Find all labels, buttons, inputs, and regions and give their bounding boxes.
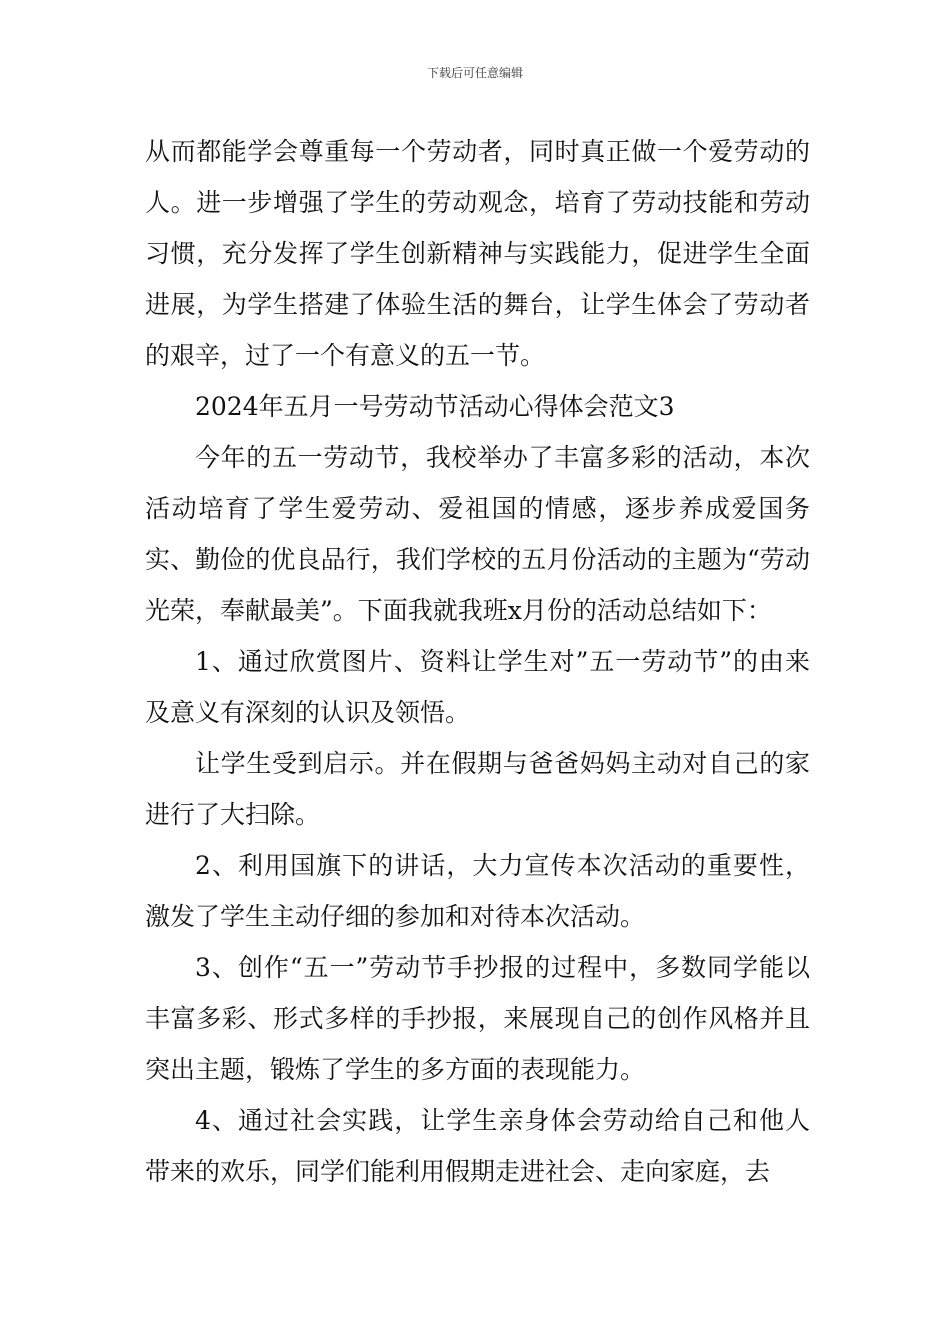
section-heading: 2024年五月一号劳动节活动心得体会范文3 — [195, 392, 675, 421]
paragraph: 今年的五一劳动节，我校举办了丰富多彩的活动，本次活动培育了学生爱劳动、爱祖国的情感，逐步养成爱国务实、勤俭的优良品行，我们学校的五月份活动的主题为“劳动光荣，奉献最美”。下面我就我班x月份的活动总结如下： — [145, 443, 810, 625]
list-item: 2、利用国旗下的讲话，大力宣传本次活动的重要性，激发了学生主动仔细的参加和对待本次活动。 — [145, 851, 810, 931]
paragraph: 从而都能学会尊重每一个劳动者，同时真正做一个爱劳动的人。进一步增强了学生的劳动观念，培育了劳动技能和劳动习惯，充分发挥了学生创新精神与实践能力，促进学生全面进展，为学生搭建了体验生活的舞台，让学生体会了劳动者的艰辛，过了一个有意义的五一节。 — [145, 137, 810, 370]
document-body — [145, 126, 810, 1197]
page-header: 下载后可任意编辑 — [426, 66, 523, 80]
list-item: 3、创作“五一”劳动节手抄报的过程中，多数同学能以丰富多彩、形式多样的手抄报，来展现自己的创作风格并且突出主题，锻炼了学生的多方面的表现能力。 — [145, 953, 810, 1084]
paragraph: 让学生受到启示。并在假期与爸爸妈妈主动对自己的家进行了大扫除。 — [145, 749, 810, 829]
list-item: 1、通过欣赏图片、资料让学生对”五一劳动节”的由来及意义有深刻的认识及领悟。 — [145, 647, 810, 727]
list-item: 4、通过社会实践，让学生亲身体会劳动给自己和他人带来的欢乐，同学们能利用假期走进社会、走向家庭，去 — [145, 1106, 810, 1186]
